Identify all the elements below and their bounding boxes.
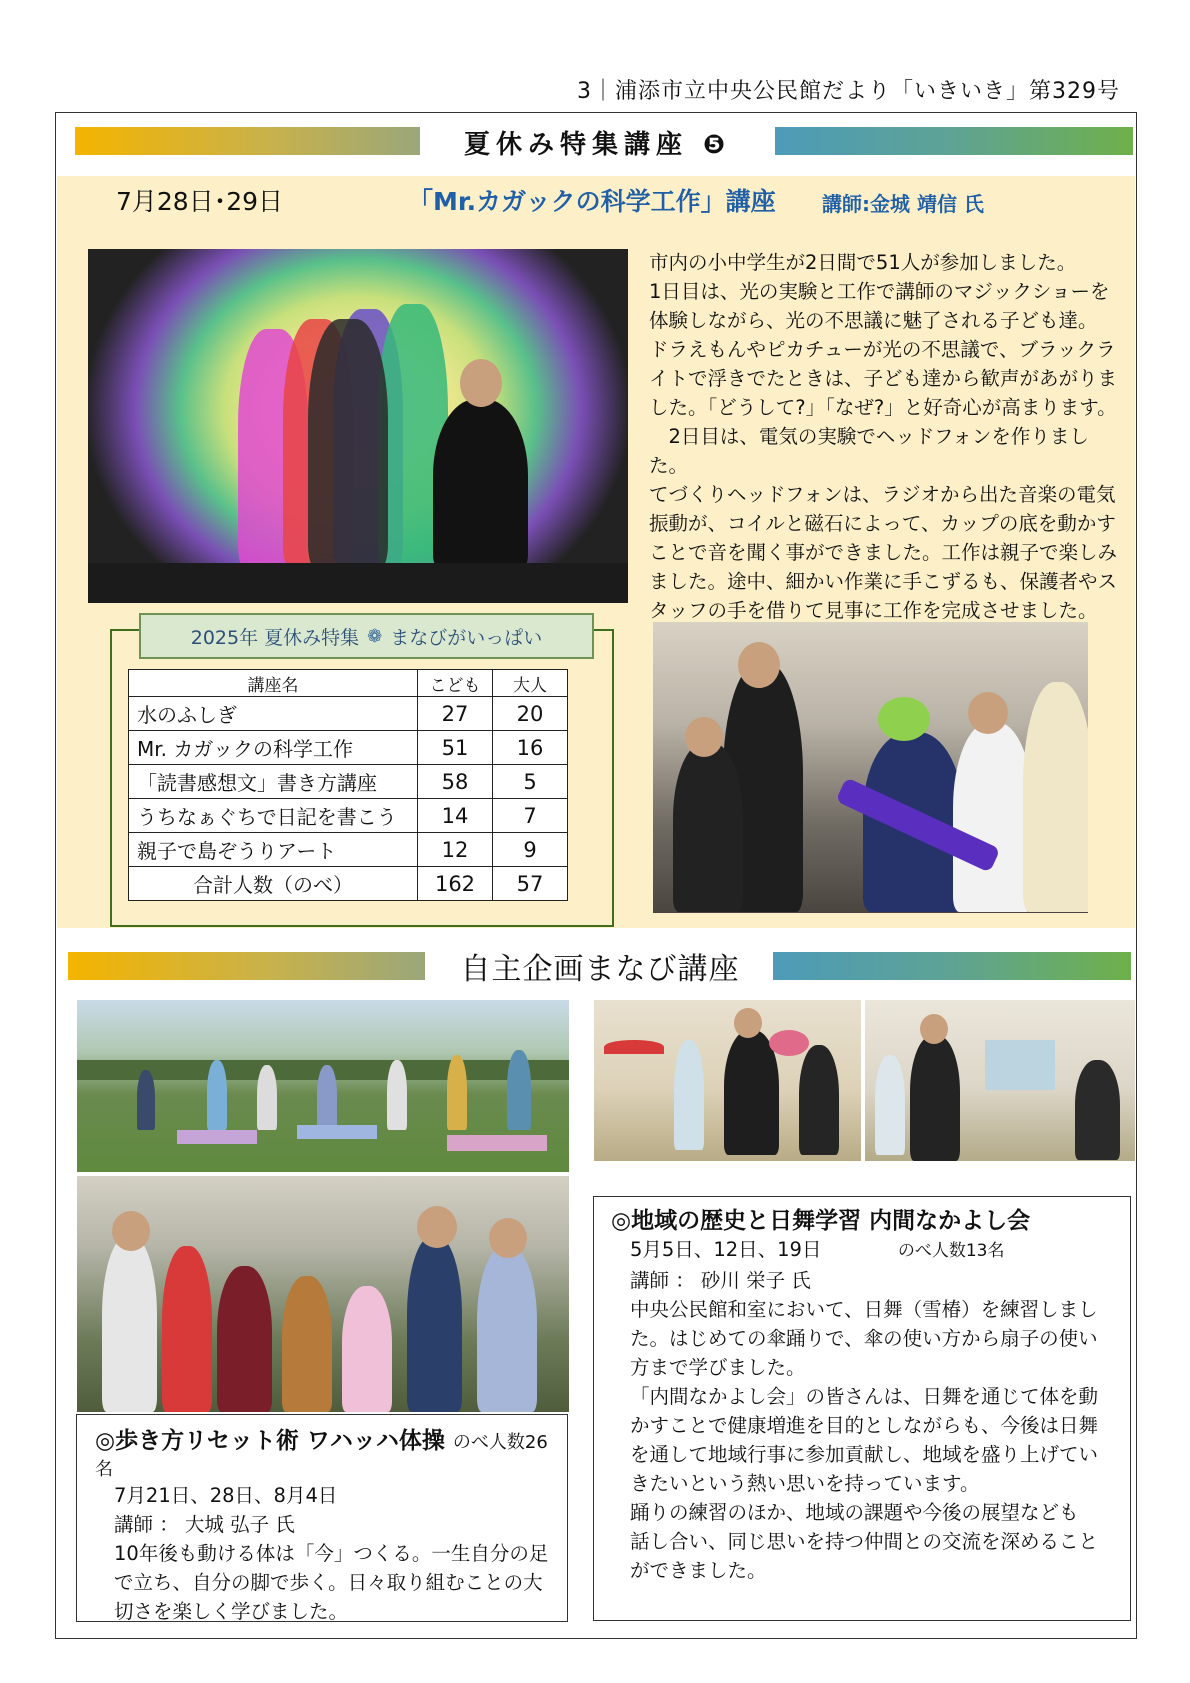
paragraph-line: てづくりヘッドフォンは、ラジオから出た音楽の電気 xyxy=(649,483,1116,506)
dance-title: ◎地域の歴史と日舞学習 内間なかよし会 xyxy=(611,1208,1031,1234)
walking-group-photo xyxy=(77,1176,569,1412)
course-name-cell: Mr. カガックの科学工作 xyxy=(129,731,418,765)
adult-count-cell: 5 xyxy=(493,765,568,799)
course-name-cell: 親子で島ぞうりアート xyxy=(129,833,418,867)
table-row xyxy=(129,697,568,731)
adult-count-cell: 9 xyxy=(493,833,568,867)
course-title: 「Mr.カガックの科学工作」講座 xyxy=(408,187,776,216)
child-count-cell: 27 xyxy=(418,697,493,731)
adult-count-cell: 20 xyxy=(493,697,568,731)
walk-teacher: 講師 ： 大城 弘子 氏 xyxy=(114,1513,295,1536)
paragraph-line: イトで浮きでたときは、子ども達から歓声があがりま xyxy=(649,367,1118,390)
dance-details xyxy=(611,1235,1123,1585)
paragraph-line: タッフの手を借りて見事に工作を完成させました。 xyxy=(649,599,1098,622)
paragraph-line: を通して地域行事に参加貢献し、地域を盛り上げてい xyxy=(630,1443,1099,1466)
caption-text: 2025年 夏休み特集 xyxy=(190,626,360,649)
paragraph-line: 「内間なかよし会」の皆さんは、日舞を通じて体を動 xyxy=(630,1385,1099,1408)
paragraph-line: た。はじめての傘踊りで、傘の使い方から扇子の使い xyxy=(630,1327,1098,1350)
title-bar-left xyxy=(68,952,425,980)
column-header: 大人 xyxy=(493,670,568,697)
child-count-cell: 51 xyxy=(418,731,493,765)
dance-count: のべ人数13名 xyxy=(897,1241,1005,1261)
stats-table-caption xyxy=(139,613,594,659)
course-name-cell: 水のふしぎ xyxy=(129,697,418,731)
column-header: 講座名 xyxy=(129,670,418,697)
workshop-photo xyxy=(653,622,1088,913)
teacher-name: 講師:金城 靖信 氏 xyxy=(822,192,984,216)
paragraph-line: ことで音を聞く事ができました。工作は親子で楽しみ xyxy=(649,541,1118,564)
dance-date-line xyxy=(630,1235,1123,1266)
table-header-row xyxy=(129,670,568,697)
paragraph-line: した。「どうして?」「なぜ?」と好奇心が高まります。 xyxy=(649,396,1117,419)
walk-title-line xyxy=(95,1422,565,1481)
course-name-cell: うちなぁぐちで日記を書こう xyxy=(129,799,418,833)
table-total-row xyxy=(129,867,568,901)
paragraph-line: 振動が、コイルと磁石によって、カップの底を動かす xyxy=(649,512,1116,535)
paragraph-line: 中央公民館和室において、日舞（雪椿）を練習しまし xyxy=(630,1298,1098,1321)
table-row xyxy=(129,731,568,765)
total-adult-cell: 57 xyxy=(493,867,568,901)
adult-count-cell: 16 xyxy=(493,731,568,765)
paragraph-line: 2日目は、電気の実験でヘッドフォンを作りました。 xyxy=(649,425,1089,477)
table-row xyxy=(129,833,568,867)
walk-dates: 7月21日、28日、8月4日 xyxy=(114,1484,338,1507)
child-count-cell: 12 xyxy=(418,833,493,867)
paragraph-line: 市内の小中学生が2日間で51人が参加しました。 xyxy=(649,251,1077,274)
section2-title: 自主企画まなび講座 xyxy=(460,952,740,987)
paragraph-line: 踊りの練習のほか、地域の課題や今後の展望なども xyxy=(630,1501,1079,1524)
walk-details xyxy=(95,1481,565,1626)
paragraph-line: 方まで学びました。 xyxy=(630,1356,806,1379)
paragraph-line: きたいという熱い思いを持っています。 xyxy=(630,1472,980,1495)
section1-description xyxy=(649,248,1119,625)
walk-info xyxy=(95,1422,565,1626)
paragraph-line: で立ち、自分の脚で歩く。日々取り組むことの大 xyxy=(114,1571,543,1594)
paragraph-line: ができました。 xyxy=(630,1559,767,1582)
table-row xyxy=(129,765,568,799)
science-show-photo xyxy=(88,249,628,603)
section1-title: 夏休み特集講座 ❺ xyxy=(463,130,732,160)
walk-title: ◎歩き方リセット術 ワハッハ体操 xyxy=(95,1428,445,1454)
paragraph-line: 10年後も動ける体は「今」つくる。一生自分の足 xyxy=(114,1542,549,1565)
paragraph-line: 切さを楽しく学びました。 xyxy=(114,1600,349,1623)
dance-info xyxy=(611,1202,1123,1585)
dance-dates: 5月5日、12日、19日 xyxy=(630,1238,822,1261)
paragraph-line: 1日目は、光の実験と工作で講師のマジックショーを xyxy=(649,280,1110,303)
child-count-cell: 58 xyxy=(418,765,493,799)
column-header: こども xyxy=(418,670,493,697)
paragraph-line: 体験しながら、光の不思議に魅了される子ども達。 xyxy=(649,309,1098,332)
total-label-cell: 合計人数（のべ） xyxy=(129,867,418,901)
caption-suffix: まなびがいっぱい xyxy=(390,626,543,649)
paragraph-line: ました。途中、細かい作業に手こずるも、保護者やス xyxy=(649,570,1118,593)
dance-teacher: 講師 ： 砂川 栄子 氏 xyxy=(630,1269,811,1292)
stats-table xyxy=(128,669,568,901)
walk-count: のべ人数26名 xyxy=(95,1432,548,1480)
dance-practice-photo-1 xyxy=(594,1000,861,1161)
paragraph-line: 話し合い、同じ思いを持つ仲間との交流を深めること xyxy=(630,1530,1099,1553)
total-child-cell: 162 xyxy=(418,867,493,901)
walking-exercise-photo xyxy=(77,1000,569,1172)
table-row xyxy=(129,799,568,833)
dance-practice-photo-2 xyxy=(865,1000,1135,1161)
paragraph-line: ドラえもんやピカチューが光の不思議で、ブラックラ xyxy=(649,338,1116,361)
flower-icon: ❁ xyxy=(367,625,383,647)
title-bar-right xyxy=(775,127,1133,155)
event-date: 7月28日･29日 xyxy=(116,187,284,216)
paragraph-line: かすことで健康増進を目的としながらも、今後は日舞 xyxy=(630,1414,1099,1437)
adult-count-cell: 7 xyxy=(493,799,568,833)
title-bar-right xyxy=(773,952,1131,980)
page-header: 3｜浦添市立中央公民館だより「いきいき」第329号 xyxy=(577,79,1120,104)
title-bar-left xyxy=(75,127,420,155)
course-name-cell: 「読書感想文」書き方講座 xyxy=(129,765,418,799)
child-count-cell: 14 xyxy=(418,799,493,833)
